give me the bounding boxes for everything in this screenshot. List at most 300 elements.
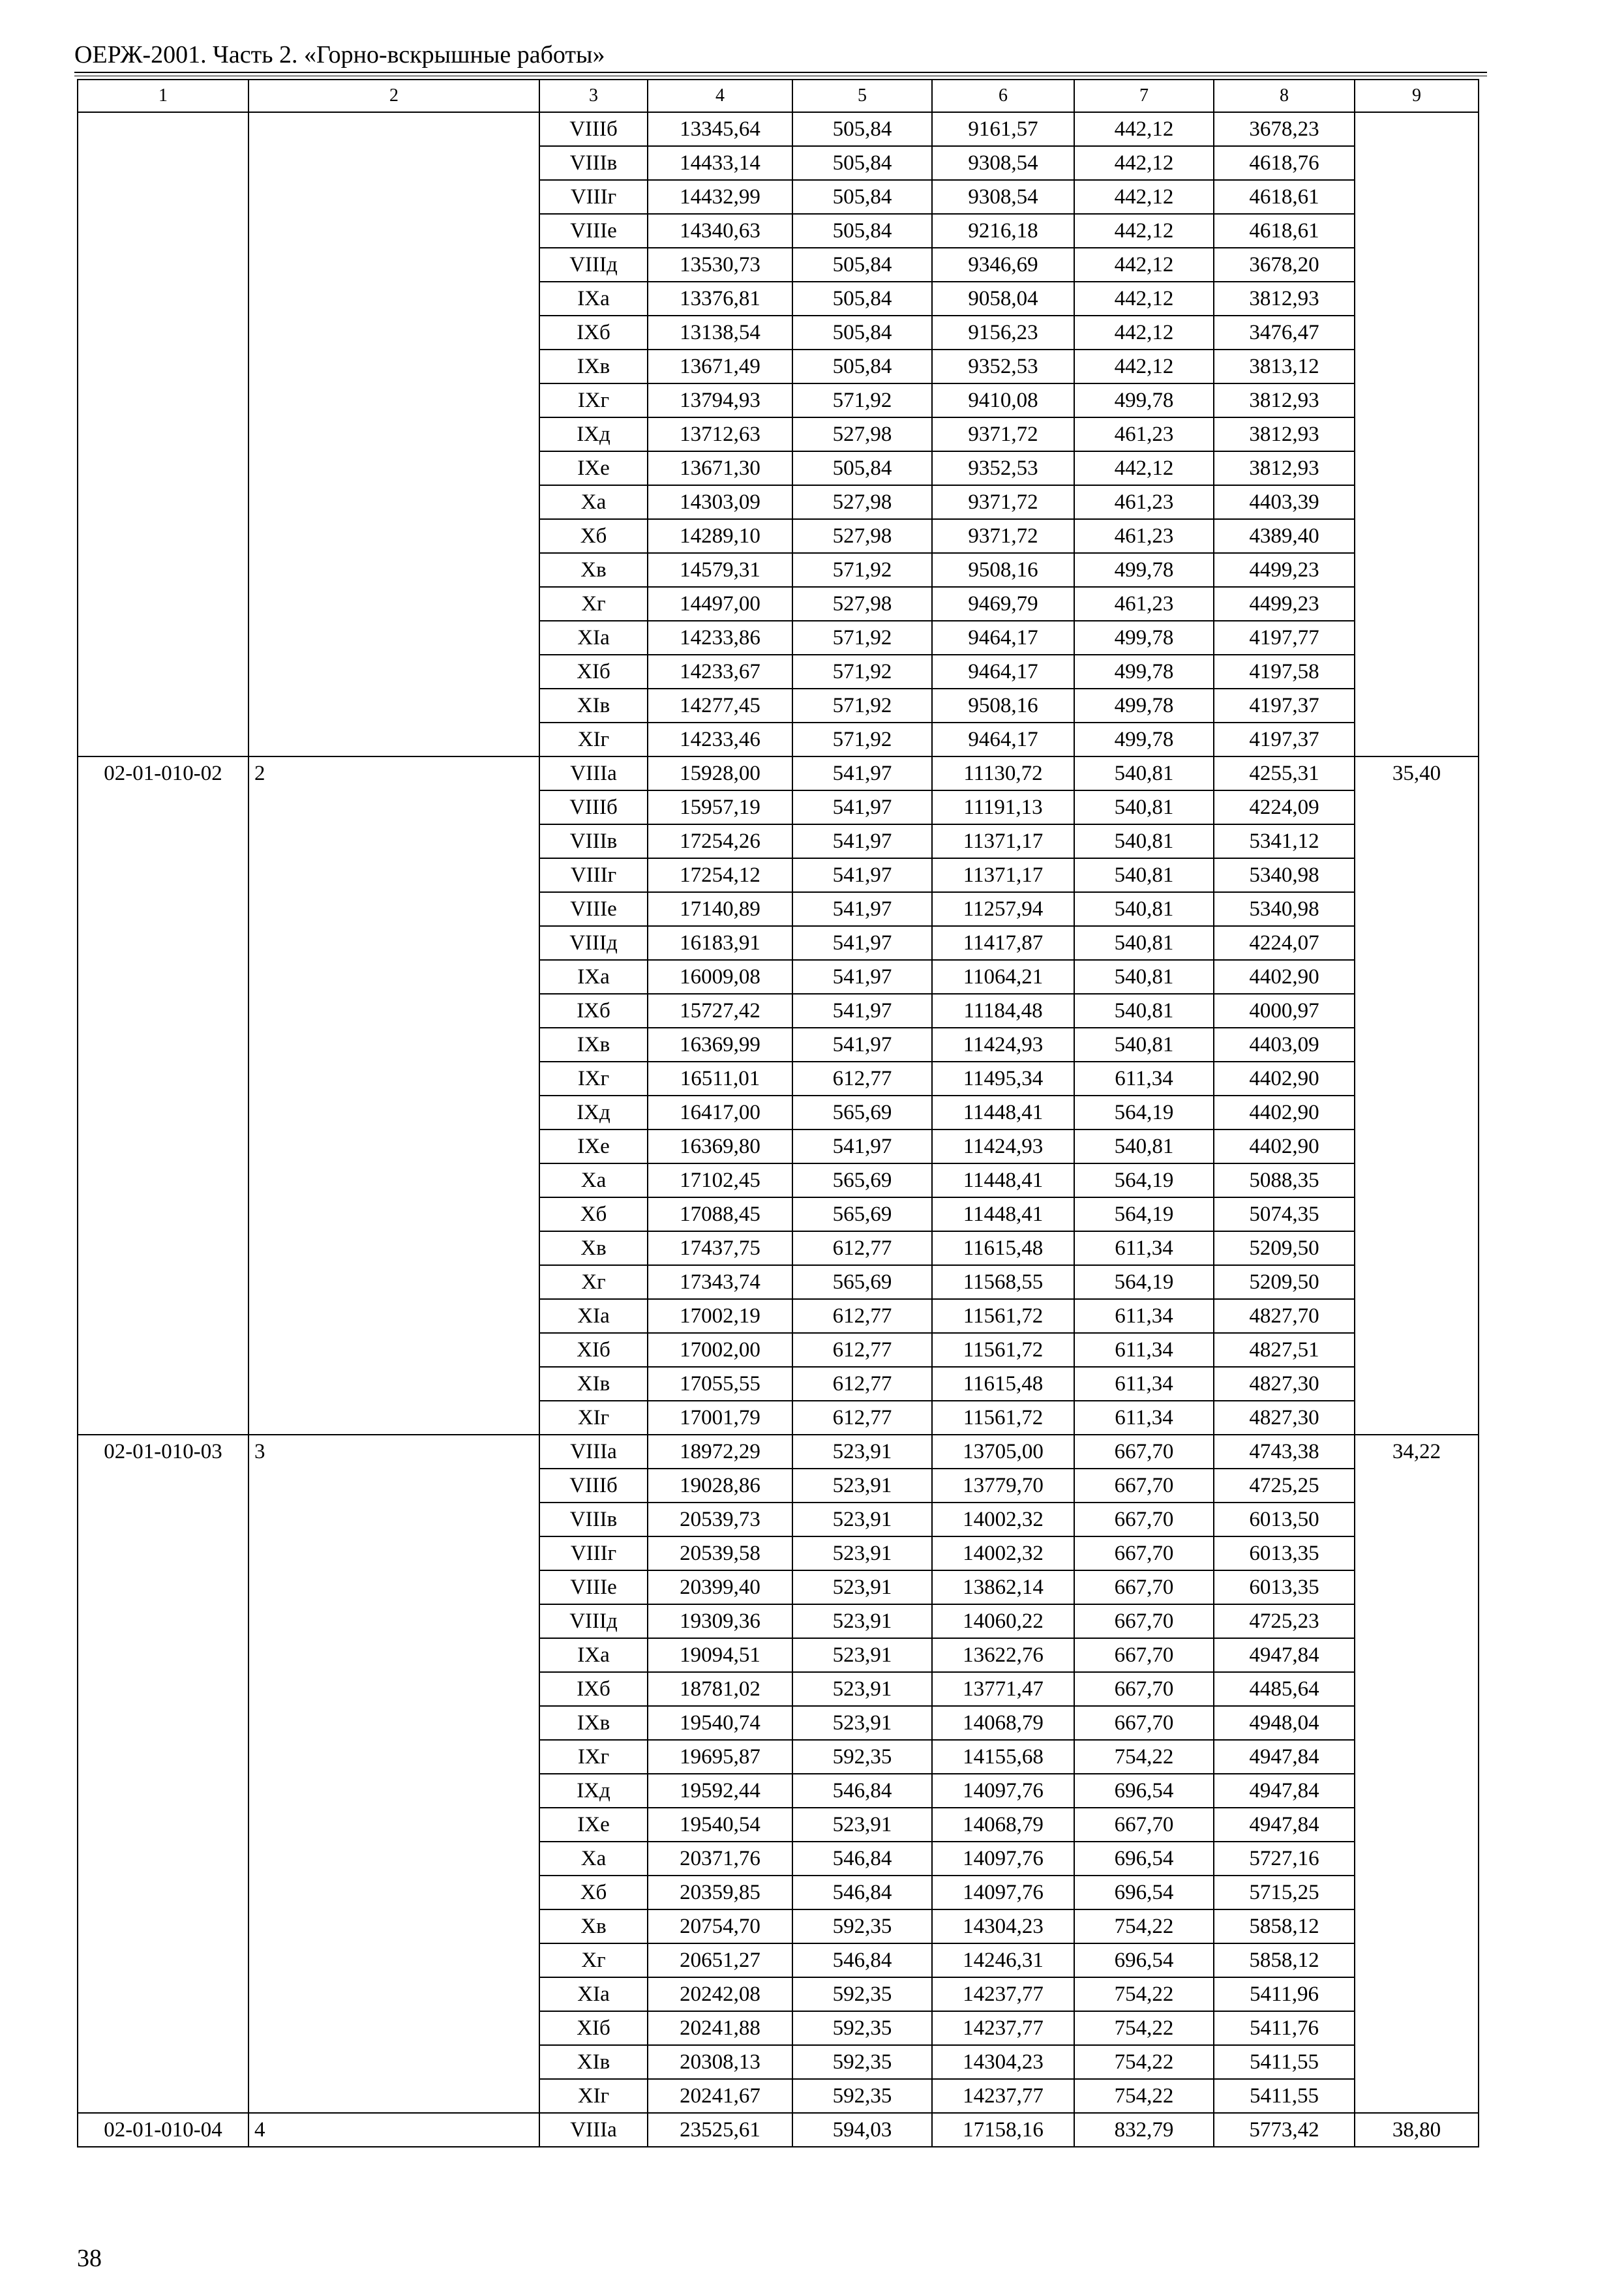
table-row xyxy=(78,756,1479,790)
total-cost-cell: 17002,00 xyxy=(648,1333,792,1367)
wages-cell: 523,91 xyxy=(792,1536,932,1570)
machine-cost-cell: 14237,77 xyxy=(932,1977,1074,2011)
wages-cell: 546,84 xyxy=(792,1876,932,1909)
total-cost-cell: 20359,85 xyxy=(648,1876,792,1909)
machinist-wages-cell: 442,12 xyxy=(1074,180,1214,214)
soil-group-cell: IXа xyxy=(539,1638,648,1672)
column-number-3: 3 xyxy=(539,80,648,112)
soil-group-cell: VIIIг xyxy=(539,858,648,892)
soil-group-cell: IXб xyxy=(539,1672,648,1706)
machine-cost-cell: 13771,47 xyxy=(932,1672,1074,1706)
soil-group-cell: XIа xyxy=(539,1299,648,1333)
machinist-wages-cell: 499,78 xyxy=(1074,621,1214,655)
machinist-wages-cell: 540,81 xyxy=(1074,1130,1214,1163)
materials-cell: 3812,93 xyxy=(1214,282,1355,316)
rate-number-cell: 3 xyxy=(248,1435,539,2113)
machine-cost-cell: 14060,22 xyxy=(932,1604,1074,1638)
wages-cell: 505,84 xyxy=(792,316,932,350)
materials-cell: 5411,76 xyxy=(1214,2011,1355,2045)
wages-cell: 541,97 xyxy=(792,994,932,1028)
soil-group-cell: IXг xyxy=(539,1062,648,1096)
materials-cell: 4197,37 xyxy=(1214,689,1355,723)
total-cost-cell: 17102,45 xyxy=(648,1163,792,1197)
machinist-wages-cell: 667,70 xyxy=(1074,1536,1214,1570)
materials-cell: 4197,58 xyxy=(1214,655,1355,689)
total-cost-cell: 14340,63 xyxy=(648,214,792,248)
soil-group-cell: IXб xyxy=(539,316,648,350)
materials-cell: 4947,84 xyxy=(1214,1638,1355,1672)
total-cost-cell: 20308,13 xyxy=(648,2045,792,2079)
materials-cell: 4947,84 xyxy=(1214,1774,1355,1808)
wages-cell: 592,35 xyxy=(792,2045,932,2079)
total-cost-cell: 20399,40 xyxy=(648,1570,792,1604)
soil-group-cell: VIIIб xyxy=(539,112,648,146)
machine-cost-cell: 9058,04 xyxy=(932,282,1074,316)
wages-cell: 523,91 xyxy=(792,1638,932,1672)
total-cost-cell: 15957,19 xyxy=(648,790,792,824)
column-number-6: 6 xyxy=(932,80,1074,112)
total-cost-cell: 17254,12 xyxy=(648,858,792,892)
total-cost-cell: 17437,75 xyxy=(648,1231,792,1265)
materials-cell: 3812,93 xyxy=(1214,417,1355,451)
materials-cell: 4402,90 xyxy=(1214,1062,1355,1096)
machinist-wages-cell: 461,23 xyxy=(1074,417,1214,451)
total-cost-cell: 13671,30 xyxy=(648,451,792,485)
materials-cell: 3476,47 xyxy=(1214,316,1355,350)
total-cost-cell: 15727,42 xyxy=(648,994,792,1028)
wages-cell: 523,91 xyxy=(792,1570,932,1604)
soil-group-cell: IXг xyxy=(539,1740,648,1774)
wages-cell: 541,97 xyxy=(792,756,932,790)
machinist-wages-cell: 667,70 xyxy=(1074,1706,1214,1740)
machine-cost-cell: 9371,72 xyxy=(932,519,1074,553)
soil-group-cell: VIIIг xyxy=(539,1536,648,1570)
machine-cost-cell: 9308,54 xyxy=(932,146,1074,180)
soil-group-cell: Xа xyxy=(539,1842,648,1876)
total-cost-cell: 17343,74 xyxy=(648,1265,792,1299)
wages-cell: 571,92 xyxy=(792,553,932,587)
materials-cell: 5411,55 xyxy=(1214,2079,1355,2113)
machine-cost-cell: 9156,23 xyxy=(932,316,1074,350)
wages-cell: 612,77 xyxy=(792,1333,932,1367)
materials-cell: 5341,12 xyxy=(1214,824,1355,858)
total-cost-cell: 19695,87 xyxy=(648,1740,792,1774)
total-cost-cell: 20539,58 xyxy=(648,1536,792,1570)
machine-cost-cell: 9508,16 xyxy=(932,553,1074,587)
machine-cost-cell: 11448,41 xyxy=(932,1163,1074,1197)
total-cost-cell: 20371,76 xyxy=(648,1842,792,1876)
materials-cell: 3812,93 xyxy=(1214,451,1355,485)
total-cost-cell: 18781,02 xyxy=(648,1672,792,1706)
soil-group-cell: IXв xyxy=(539,1706,648,1740)
total-cost-cell: 16417,00 xyxy=(648,1096,792,1130)
wages-cell: 523,91 xyxy=(792,1808,932,1842)
total-cost-cell: 14233,46 xyxy=(648,723,792,756)
machine-cost-cell: 13862,14 xyxy=(932,1570,1074,1604)
materials-cell: 4947,84 xyxy=(1214,1808,1355,1842)
header-rule xyxy=(74,72,1487,73)
materials-cell: 5209,50 xyxy=(1214,1265,1355,1299)
machine-cost-cell: 14068,79 xyxy=(932,1808,1074,1842)
machine-cost-cell: 11064,21 xyxy=(932,960,1074,994)
column-number-7: 7 xyxy=(1074,80,1214,112)
machine-cost-cell: 14246,31 xyxy=(932,1943,1074,1977)
total-cost-cell: 13794,93 xyxy=(648,383,792,417)
machinist-wages-cell: 540,81 xyxy=(1074,1028,1214,1062)
materials-cell: 4725,25 xyxy=(1214,1469,1355,1503)
soil-group-cell: VIIIа xyxy=(539,756,648,790)
soil-group-cell: VIIIв xyxy=(539,146,648,180)
total-cost-cell: 14233,67 xyxy=(648,655,792,689)
soil-group-cell: VIIIд xyxy=(539,248,648,282)
wages-cell: 592,35 xyxy=(792,1909,932,1943)
machine-cost-cell: 13705,00 xyxy=(932,1435,1074,1469)
materials-cell: 4948,04 xyxy=(1214,1706,1355,1740)
wages-cell: 505,84 xyxy=(792,112,932,146)
wages-cell: 505,84 xyxy=(792,451,932,485)
wages-cell: 523,91 xyxy=(792,1435,932,1469)
wages-cell: 546,84 xyxy=(792,1774,932,1808)
machine-cost-cell: 11424,93 xyxy=(932,1028,1074,1062)
materials-cell: 4402,90 xyxy=(1214,960,1355,994)
machinist-wages-cell: 754,22 xyxy=(1074,1740,1214,1774)
total-cost-cell: 16369,99 xyxy=(648,1028,792,1062)
machine-cost-cell: 11257,94 xyxy=(932,892,1074,926)
machine-cost-cell: 11561,72 xyxy=(932,1299,1074,1333)
materials-cell: 4485,64 xyxy=(1214,1672,1355,1706)
total-cost-cell: 19540,54 xyxy=(648,1808,792,1842)
machinist-wages-cell: 540,81 xyxy=(1074,994,1214,1028)
wages-cell: 592,35 xyxy=(792,1977,932,2011)
table-row xyxy=(78,2113,1479,2147)
machinist-wages-cell: 540,81 xyxy=(1074,858,1214,892)
total-cost-cell: 14277,45 xyxy=(648,689,792,723)
machinist-wages-cell: 696,54 xyxy=(1074,1943,1214,1977)
machine-cost-cell: 13779,70 xyxy=(932,1469,1074,1503)
materials-cell: 4403,09 xyxy=(1214,1028,1355,1062)
materials-cell: 5858,12 xyxy=(1214,1943,1355,1977)
total-cost-cell: 13712,63 xyxy=(648,417,792,451)
machinist-wages-cell: 461,23 xyxy=(1074,587,1214,621)
wages-cell: 541,97 xyxy=(792,926,932,960)
total-cost-cell: 19309,36 xyxy=(648,1604,792,1638)
machine-cost-cell: 11495,34 xyxy=(932,1062,1074,1096)
total-cost-cell: 14432,99 xyxy=(648,180,792,214)
machinist-wages-cell: 611,34 xyxy=(1074,1401,1214,1435)
soil-group-cell: XIб xyxy=(539,655,648,689)
machine-cost-cell: 9352,53 xyxy=(932,451,1074,485)
soil-group-cell: Xг xyxy=(539,1943,648,1977)
total-cost-cell: 19540,74 xyxy=(648,1706,792,1740)
total-cost-cell: 17254,26 xyxy=(648,824,792,858)
machinist-wages-cell: 696,54 xyxy=(1074,1842,1214,1876)
machinist-wages-cell: 564,19 xyxy=(1074,1197,1214,1231)
total-cost-cell: 13138,54 xyxy=(648,316,792,350)
materials-cell: 5773,42 xyxy=(1214,2113,1355,2147)
materials-cell: 3812,93 xyxy=(1214,383,1355,417)
column-number-5: 5 xyxy=(792,80,932,112)
soil-group-cell: VIIIе xyxy=(539,892,648,926)
table-row xyxy=(78,1435,1479,1469)
machine-cost-cell: 9352,53 xyxy=(932,350,1074,383)
wages-cell: 594,03 xyxy=(792,2113,932,2147)
table-row xyxy=(78,112,1479,146)
labor-cost-cell: 34,22 xyxy=(1355,1435,1479,2113)
machine-cost-cell: 11371,17 xyxy=(932,824,1074,858)
rates-table-body xyxy=(78,80,1479,2147)
machinist-wages-cell: 667,70 xyxy=(1074,1469,1214,1503)
soil-group-cell: Xа xyxy=(539,485,648,519)
machinist-wages-cell: 667,70 xyxy=(1074,1672,1214,1706)
machine-cost-cell: 11424,93 xyxy=(932,1130,1074,1163)
wages-cell: 612,77 xyxy=(792,1401,932,1435)
materials-cell: 4197,37 xyxy=(1214,723,1355,756)
total-cost-cell: 16511,01 xyxy=(648,1062,792,1096)
materials-cell: 6013,35 xyxy=(1214,1536,1355,1570)
machinist-wages-cell: 442,12 xyxy=(1074,214,1214,248)
rate-code-cell: 02-01-010-04 xyxy=(78,2113,248,2147)
machinist-wages-cell: 499,78 xyxy=(1074,553,1214,587)
soil-group-cell: Xб xyxy=(539,1876,648,1909)
machine-cost-cell: 14097,76 xyxy=(932,1876,1074,1909)
machinist-wages-cell: 461,23 xyxy=(1074,485,1214,519)
machinist-wages-cell: 540,81 xyxy=(1074,926,1214,960)
materials-cell: 4402,90 xyxy=(1214,1096,1355,1130)
machinist-wages-cell: 540,81 xyxy=(1074,756,1214,790)
soil-group-cell: Xб xyxy=(539,1197,648,1231)
wages-cell: 612,77 xyxy=(792,1231,932,1265)
machinist-wages-cell: 832,79 xyxy=(1074,2113,1214,2147)
soil-group-cell: VIIIд xyxy=(539,926,648,960)
materials-cell: 4618,61 xyxy=(1214,180,1355,214)
machine-cost-cell: 9464,17 xyxy=(932,655,1074,689)
page-number: 38 xyxy=(77,2245,102,2272)
machinist-wages-cell: 611,34 xyxy=(1074,1062,1214,1096)
wages-cell: 592,35 xyxy=(792,2011,932,2045)
machine-cost-cell: 9346,69 xyxy=(932,248,1074,282)
machinist-wages-cell: 442,12 xyxy=(1074,282,1214,316)
machine-cost-cell: 9508,16 xyxy=(932,689,1074,723)
soil-group-cell: IXд xyxy=(539,1096,648,1130)
total-cost-cell: 20754,70 xyxy=(648,1909,792,1943)
rate-number-cell: 4 xyxy=(248,2113,539,2147)
machinist-wages-cell: 442,12 xyxy=(1074,350,1214,383)
total-cost-cell: 20242,08 xyxy=(648,1977,792,2011)
soil-group-cell: XIг xyxy=(539,723,648,756)
machinist-wages-cell: 754,22 xyxy=(1074,2045,1214,2079)
materials-cell: 3678,20 xyxy=(1214,248,1355,282)
soil-group-cell: VIIIд xyxy=(539,1604,648,1638)
machinist-wages-cell: 442,12 xyxy=(1074,248,1214,282)
total-cost-cell: 17140,89 xyxy=(648,892,792,926)
materials-cell: 3813,12 xyxy=(1214,350,1355,383)
soil-group-cell: IXд xyxy=(539,1774,648,1808)
wages-cell: 612,77 xyxy=(792,1299,932,1333)
machinist-wages-cell: 564,19 xyxy=(1074,1163,1214,1197)
materials-cell: 6013,35 xyxy=(1214,1570,1355,1604)
machinist-wages-cell: 696,54 xyxy=(1074,1876,1214,1909)
machine-cost-cell: 11448,41 xyxy=(932,1096,1074,1130)
wages-cell: 592,35 xyxy=(792,2079,932,2113)
wages-cell: 523,91 xyxy=(792,1604,932,1638)
total-cost-cell: 17001,79 xyxy=(648,1401,792,1435)
total-cost-cell: 16009,08 xyxy=(648,960,792,994)
wages-cell: 571,92 xyxy=(792,621,932,655)
materials-cell: 4827,30 xyxy=(1214,1401,1355,1435)
materials-cell: 5858,12 xyxy=(1214,1909,1355,1943)
rates-table xyxy=(77,79,1479,2147)
total-cost-cell: 16369,80 xyxy=(648,1130,792,1163)
machinist-wages-cell: 461,23 xyxy=(1074,519,1214,553)
machinist-wages-cell: 667,70 xyxy=(1074,1604,1214,1638)
soil-group-cell: XIг xyxy=(539,2079,648,2113)
total-cost-cell: 17055,55 xyxy=(648,1367,792,1401)
soil-group-cell: Xв xyxy=(539,553,648,587)
machine-cost-cell: 14002,32 xyxy=(932,1503,1074,1536)
soil-group-cell: XIв xyxy=(539,2045,648,2079)
total-cost-cell: 14579,31 xyxy=(648,553,792,587)
soil-group-cell: Xг xyxy=(539,587,648,621)
labor-cost-cell: 38,80 xyxy=(1355,2113,1479,2147)
materials-cell: 4403,39 xyxy=(1214,485,1355,519)
soil-group-cell: XIа xyxy=(539,621,648,655)
rate-code-cell: 02-01-010-02 xyxy=(78,756,248,1435)
machinist-wages-cell: 611,34 xyxy=(1074,1367,1214,1401)
machine-cost-cell: 9371,72 xyxy=(932,417,1074,451)
machine-cost-cell: 14097,76 xyxy=(932,1774,1074,1808)
wages-cell: 527,98 xyxy=(792,587,932,621)
machine-cost-cell: 14304,23 xyxy=(932,2045,1074,2079)
labor-cost-cell xyxy=(1355,112,1479,756)
machine-cost-cell: 9464,17 xyxy=(932,723,1074,756)
total-cost-cell: 17002,19 xyxy=(648,1299,792,1333)
materials-cell: 4389,40 xyxy=(1214,519,1355,553)
materials-cell: 5209,50 xyxy=(1214,1231,1355,1265)
machinist-wages-cell: 442,12 xyxy=(1074,112,1214,146)
soil-group-cell: Xв xyxy=(539,1231,648,1265)
rate-code-cell xyxy=(78,112,248,756)
soil-group-cell: IXб xyxy=(539,994,648,1028)
wages-cell: 546,84 xyxy=(792,1943,932,1977)
soil-group-cell: IXа xyxy=(539,960,648,994)
machine-cost-cell: 14097,76 xyxy=(932,1842,1074,1876)
materials-cell: 4197,77 xyxy=(1214,621,1355,655)
machinist-wages-cell: 499,78 xyxy=(1074,383,1214,417)
wages-cell: 505,84 xyxy=(792,214,932,248)
machinist-wages-cell: 442,12 xyxy=(1074,316,1214,350)
wages-cell: 565,69 xyxy=(792,1197,932,1231)
column-number-9: 9 xyxy=(1355,80,1479,112)
machine-cost-cell: 14304,23 xyxy=(932,1909,1074,1943)
machine-cost-cell: 9308,54 xyxy=(932,180,1074,214)
wages-cell: 565,69 xyxy=(792,1265,932,1299)
rate-number-cell xyxy=(248,112,539,756)
soil-group-cell: IXд xyxy=(539,417,648,451)
wages-cell: 571,92 xyxy=(792,383,932,417)
wages-cell: 612,77 xyxy=(792,1062,932,1096)
machinist-wages-cell: 667,70 xyxy=(1074,1570,1214,1604)
wages-cell: 527,98 xyxy=(792,519,932,553)
wages-cell: 571,92 xyxy=(792,723,932,756)
rate-number-cell: 2 xyxy=(248,756,539,1435)
materials-cell: 4827,70 xyxy=(1214,1299,1355,1333)
machine-cost-cell: 11371,17 xyxy=(932,858,1074,892)
total-cost-cell: 13345,64 xyxy=(648,112,792,146)
machine-cost-cell: 11561,72 xyxy=(932,1333,1074,1367)
wages-cell: 571,92 xyxy=(792,655,932,689)
wages-cell: 546,84 xyxy=(792,1842,932,1876)
soil-group-cell: VIIIа xyxy=(539,1435,648,1469)
soil-group-cell: VIIIг xyxy=(539,180,648,214)
wages-cell: 523,91 xyxy=(792,1469,932,1503)
wages-cell: 541,97 xyxy=(792,960,932,994)
machine-cost-cell: 9464,17 xyxy=(932,621,1074,655)
materials-cell: 4224,09 xyxy=(1214,790,1355,824)
soil-group-cell: IXе xyxy=(539,1808,648,1842)
soil-group-cell: XIа xyxy=(539,1977,648,2011)
materials-cell: 5411,96 xyxy=(1214,1977,1355,2011)
wages-cell: 592,35 xyxy=(792,1740,932,1774)
total-cost-cell: 13376,81 xyxy=(648,282,792,316)
wages-cell: 541,97 xyxy=(792,1028,932,1062)
soil-group-cell: Xг xyxy=(539,1265,648,1299)
machinist-wages-cell: 611,34 xyxy=(1074,1333,1214,1367)
wages-cell: 541,97 xyxy=(792,824,932,858)
materials-cell: 5340,98 xyxy=(1214,858,1355,892)
machinist-wages-cell: 696,54 xyxy=(1074,1774,1214,1808)
column-number-2: 2 xyxy=(248,80,539,112)
wages-cell: 523,91 xyxy=(792,1672,932,1706)
materials-cell: 4827,30 xyxy=(1214,1367,1355,1401)
machine-cost-cell: 11191,13 xyxy=(932,790,1074,824)
total-cost-cell: 14289,10 xyxy=(648,519,792,553)
total-cost-cell: 14497,00 xyxy=(648,587,792,621)
soil-group-cell: XIб xyxy=(539,1333,648,1367)
wages-cell: 571,92 xyxy=(792,689,932,723)
machinist-wages-cell: 442,12 xyxy=(1074,451,1214,485)
total-cost-cell: 19592,44 xyxy=(648,1774,792,1808)
soil-group-cell: IXв xyxy=(539,1028,648,1062)
machine-cost-cell: 14237,77 xyxy=(932,2079,1074,2113)
machinist-wages-cell: 754,22 xyxy=(1074,2079,1214,2113)
column-number-1: 1 xyxy=(78,80,248,112)
document-header-title: ОЕРЖ-2001. Часть 2. «Горно-вскрышные работы» xyxy=(74,41,605,68)
wages-cell: 541,97 xyxy=(792,790,932,824)
materials-cell: 4255,31 xyxy=(1214,756,1355,790)
machine-cost-cell: 14155,68 xyxy=(932,1740,1074,1774)
materials-cell: 4618,61 xyxy=(1214,214,1355,248)
total-cost-cell: 14233,86 xyxy=(648,621,792,655)
materials-cell: 4947,84 xyxy=(1214,1740,1355,1774)
wages-cell: 505,84 xyxy=(792,180,932,214)
total-cost-cell: 19094,51 xyxy=(648,1638,792,1672)
wages-cell: 565,69 xyxy=(792,1096,932,1130)
machine-cost-cell: 11184,48 xyxy=(932,994,1074,1028)
machinist-wages-cell: 667,70 xyxy=(1074,1808,1214,1842)
materials-cell: 4827,51 xyxy=(1214,1333,1355,1367)
machinist-wages-cell: 754,22 xyxy=(1074,1909,1214,1943)
column-number-4: 4 xyxy=(648,80,792,112)
machinist-wages-cell: 611,34 xyxy=(1074,1299,1214,1333)
column-number-8: 8 xyxy=(1214,80,1355,112)
wages-cell: 527,98 xyxy=(792,485,932,519)
wages-cell: 505,84 xyxy=(792,282,932,316)
materials-cell: 5340,98 xyxy=(1214,892,1355,926)
soil-group-cell: IXа xyxy=(539,282,648,316)
wages-cell: 541,97 xyxy=(792,858,932,892)
machine-cost-cell: 11615,48 xyxy=(932,1367,1074,1401)
total-cost-cell: 13530,73 xyxy=(648,248,792,282)
